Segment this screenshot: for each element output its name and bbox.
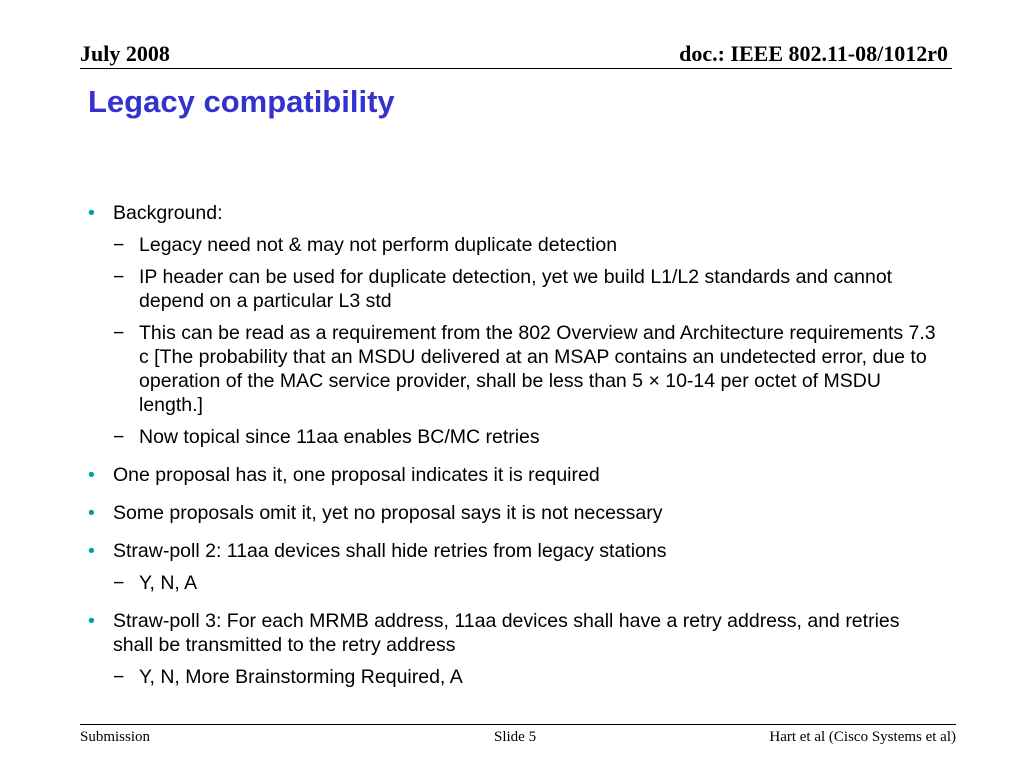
sub-bullet [113, 665, 938, 689]
bullet-icon: • [88, 610, 95, 632]
header-date: July 2008 [80, 41, 170, 66]
bullet-straw-poll-3 [88, 609, 938, 689]
bullet-text: One proposal has it, one proposal indicates it is required [113, 464, 600, 486]
footer-submission: Submission [80, 729, 151, 745]
bullet-background [88, 201, 938, 449]
sub-bullet-text: This can be read as a requirement from the 802 Overview and Architecture requirements 7.3 c [The probability that an MSDU delivered at an MSAP contains an undetected error, due to operation of the MAC service provider, shall be less than 5 × 10-14 per octet of MSDU length.] [139, 322, 936, 416]
sub-bullet [113, 233, 938, 257]
sub-bullet-text: Y, N, A [139, 572, 198, 594]
sub-bullet-text: Legacy need not & may not perform duplicate detection [139, 234, 618, 256]
sub-bullet-text: Y, N, More Brainstorming Required, A [139, 666, 463, 688]
bullet-text: Some proposals omit it, yet no proposal says it is not necessary [113, 502, 663, 524]
dash-icon: − [113, 322, 125, 344]
footer-slide-number: Slide 5 [494, 729, 537, 745]
bullet-icon: • [88, 502, 95, 524]
sub-bullet [113, 265, 938, 313]
bullet-icon: • [88, 464, 95, 486]
bullet-straw-poll-2 [88, 539, 938, 595]
bullet-text: Straw-poll 2: 11aa devices shall hide retries from legacy stations [113, 540, 667, 562]
bullet-text: Straw-poll 3: For each MRMB address, 11aa devices shall have a retry address, and retries shall be transmitted to the retry address [113, 610, 900, 656]
dash-icon: − [113, 666, 125, 688]
slide-title: Legacy compatibility [88, 84, 395, 119]
sub-bullet [113, 425, 938, 449]
sub-bullet [113, 321, 938, 417]
dash-icon: − [113, 234, 125, 256]
dash-icon: − [113, 266, 125, 288]
bullet-icon: • [88, 202, 95, 224]
slide-body [88, 201, 938, 703]
sub-bullet-text: Now topical since 11aa enables BC/MC retries [139, 426, 540, 448]
header-rule [80, 68, 952, 69]
bullet-one-proposal [88, 463, 938, 487]
footer-authors: Hart et al (Cisco Systems et al) [769, 729, 956, 745]
dash-icon: − [113, 426, 125, 448]
footer-rule [80, 724, 956, 725]
dash-icon: − [113, 572, 125, 594]
sub-bullet-text: IP header can be used for duplicate detection, yet we build L1/L2 standards and cannot depend on a particular L3 std [139, 266, 893, 312]
bullet-text: Background: [113, 202, 223, 224]
bullet-icon: • [88, 540, 95, 562]
header-doc-id: doc.: IEEE 802.11-08/1012r0 [679, 41, 948, 66]
bullet-some-proposals [88, 501, 938, 525]
sub-bullet [113, 571, 938, 595]
